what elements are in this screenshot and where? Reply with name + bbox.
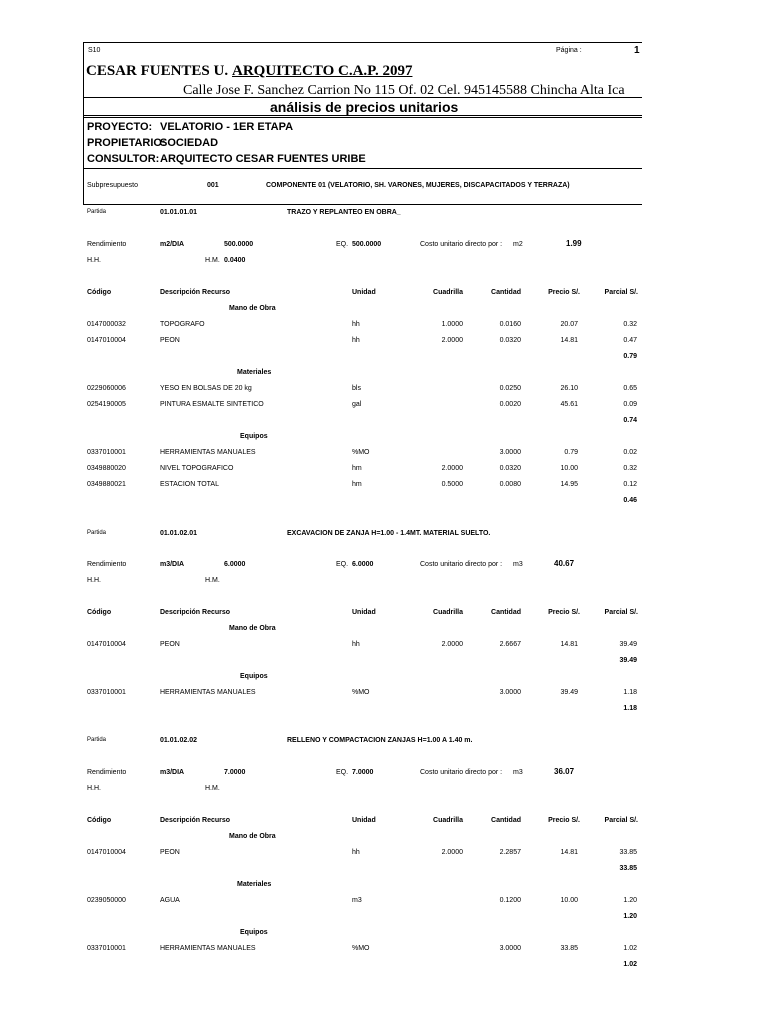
cell-precio: 0.79 [564, 449, 578, 456]
cell-precio: 45.61 [560, 401, 578, 408]
section-equipos: Equipos [240, 433, 268, 440]
section-mano-obra: Mano de Obra [229, 833, 276, 840]
cell-precio: 39.49 [560, 689, 578, 696]
cell-unidad: m3 [352, 897, 362, 904]
cell-parcial: 33.85 [619, 849, 637, 856]
costo-unit: m3 [513, 561, 523, 568]
cell-precio: 14.81 [560, 337, 578, 344]
subpresupuesto-label: Subpresupuesto [87, 182, 138, 189]
col-unidad: Unidad [352, 609, 376, 616]
partida-code: 01.01.01.01 [160, 209, 197, 216]
section-equipos: Equipos [240, 673, 268, 680]
cell-parcial: 0.47 [623, 337, 637, 344]
propietario-label: PROPIETARIO: [87, 137, 166, 149]
cell-cantidad: 0.0080 [499, 481, 521, 488]
hh-label: H.H. [87, 257, 101, 264]
col-unidad: Unidad [352, 817, 376, 824]
hm-label: H.M. [205, 577, 220, 584]
subtotal-equipos: 1.02 [623, 961, 637, 968]
col-codigo: Código [87, 609, 112, 616]
propietario-value: SOCIEDAD [160, 137, 219, 149]
eq-label: EQ. [336, 561, 349, 568]
cell-cantidad: 2.2857 [499, 849, 521, 856]
eq-value: 7.0000 [352, 769, 374, 776]
subtotal-materiales: 1.20 [623, 913, 637, 920]
costo-value: 40.67 [554, 559, 575, 568]
firm-name: CESAR FUENTES U. [86, 63, 229, 79]
rendimiento-unit: m2/DIA [160, 241, 185, 248]
cell-codigo: 0147000032 [87, 321, 126, 328]
partida-desc: EXCAVACION DE ZANJA H=1.00 - 1.4MT. MATERIAL SUELTO. [287, 530, 491, 537]
col-descripcion: Descripción Recurso [160, 817, 231, 824]
consultor-label: CONSULTOR: [87, 153, 160, 165]
cell-cuadrilla: 1.0000 [441, 321, 463, 328]
cell-codigo: 0349880020 [87, 465, 126, 472]
cell-parcial: 0.32 [623, 321, 637, 328]
cell-parcial: 1.18 [623, 689, 637, 696]
firm-address: Calle Jose F. Sanchez Carrion No 115 Of. 02 Cel. 945145588 Chincha Alta Ica [183, 83, 625, 98]
col-cuadrilla: Cuadrilla [433, 289, 463, 296]
subtotal-materiales: 0.74 [623, 417, 637, 424]
cell-cuadrilla: 2.0000 [441, 849, 463, 856]
cell-precio: 33.85 [560, 945, 578, 952]
col-cantidad: Cantidad [491, 609, 521, 616]
cell-cantidad: 0.0320 [499, 337, 521, 344]
section-materiales: Materiales [237, 369, 272, 376]
cell-unidad: gal [352, 401, 362, 408]
cell-cuadrilla: 0.5000 [441, 481, 463, 488]
cell-cantidad: 0.0160 [499, 321, 521, 328]
col-cantidad: Cantidad [491, 289, 521, 296]
col-precio: Precio S/. [548, 817, 580, 824]
col-descripcion: Descripción Recurso [160, 289, 231, 296]
cell-desc: HERRAMIENTAS MANUALES [160, 689, 256, 696]
cell-unidad: hh [352, 321, 360, 328]
cell-parcial: 0.09 [623, 401, 637, 408]
cell-desc: PINTURA ESMALTE SINTETICO [160, 401, 264, 408]
cell-cantidad: 2.6667 [499, 641, 521, 648]
cell-cuadrilla: 2.0000 [441, 465, 463, 472]
cell-parcial: 0.32 [623, 465, 637, 472]
proyecto-label: PROYECTO: [87, 121, 153, 133]
col-precio: Precio S/. [548, 289, 580, 296]
subtotal-mano-obra: 0.79 [623, 353, 637, 360]
col-codigo: Código [87, 817, 112, 824]
col-precio: Precio S/. [548, 609, 580, 616]
eq-value: 500.0000 [352, 241, 382, 248]
cell-unidad: %MO [352, 689, 370, 696]
cell-codigo: 0147010004 [87, 849, 126, 856]
cell-codigo: 0229060006 [87, 385, 126, 392]
cell-codigo: 0239050000 [87, 897, 126, 904]
table-row [0, 945, 768, 955]
rendimiento-unit: m3/DIA [160, 769, 185, 776]
rendimiento-label: Rendimiento [87, 241, 127, 248]
partida-code: 01.01.02.02 [160, 737, 197, 744]
col-codigo: Código [87, 289, 112, 296]
cell-parcial: 0.65 [623, 385, 637, 392]
rendimiento-value: 500.0000 [224, 241, 254, 248]
subtotal-mano-obra: 33.85 [619, 865, 637, 872]
rendimiento-label: Rendimiento [87, 561, 127, 568]
rendimiento-label: Rendimiento [87, 769, 127, 776]
cell-cantidad: 3.0000 [499, 945, 521, 952]
rendimiento-value: 6.0000 [224, 561, 246, 568]
hh-label: H.H. [87, 577, 101, 584]
costo-label: Costo unitario directo por : [420, 241, 503, 248]
partida-label: Partida [87, 209, 107, 215]
cell-desc: PEON [160, 337, 180, 344]
partida-label: Partida [87, 530, 107, 536]
col-parcial: Parcial S/. [604, 817, 638, 824]
partida-desc: TRAZO Y REPLANTEO EN OBRA_ [287, 209, 401, 216]
cell-unidad: hh [352, 337, 360, 344]
subpresupuesto-desc: COMPONENTE 01 (VELATORIO, SH. VARONES, MUJERES, DISCAPACITADOS Y TERRAZA) [266, 182, 570, 189]
page-number: 1 [634, 45, 640, 56]
col-descripcion: Descripción Recurso [160, 609, 231, 616]
cell-unidad: hm [352, 465, 362, 472]
cell-precio: 14.95 [560, 481, 578, 488]
cell-desc: TOPOGRAFO [160, 321, 205, 328]
hm-label: H.M. [205, 257, 220, 264]
costo-value: 1.99 [566, 239, 582, 248]
costo-label: Costo unitario directo por : [420, 561, 503, 568]
partida-label: Partida [87, 737, 107, 743]
rendimiento-unit: m3/DIA [160, 561, 185, 568]
col-cantidad: Cantidad [491, 817, 521, 824]
cell-unidad: hh [352, 641, 360, 648]
cell-codigo: 0349880021 [87, 481, 126, 488]
cell-codigo: 0147010004 [87, 337, 126, 344]
cell-unidad: hm [352, 481, 362, 488]
partida-desc: RELLENO Y COMPACTACION ZANJAS H=1.00 A 1.40 m. [287, 737, 473, 744]
proyecto-value: VELATORIO - 1ER ETAPA [160, 121, 294, 133]
hh-label: H.H. [87, 785, 101, 792]
col-parcial: Parcial S/. [604, 609, 638, 616]
cell-unidad: %MO [352, 449, 370, 456]
cell-cantidad: 3.0000 [499, 449, 521, 456]
cell-cuadrilla: 2.0000 [441, 641, 463, 648]
cell-desc: ESTACION TOTAL [160, 481, 219, 488]
col-cuadrilla: Cuadrilla [433, 817, 463, 824]
eq-label: EQ. [336, 769, 349, 776]
partida-code: 01.01.02.01 [160, 530, 197, 537]
cell-codigo: 0337010001 [87, 449, 126, 456]
cell-codigo: 0337010001 [87, 689, 126, 696]
cell-unidad: hh [352, 849, 360, 856]
cell-precio: 20.07 [560, 321, 578, 328]
cell-cantidad: 0.0250 [499, 385, 521, 392]
cell-unidad: bls [352, 385, 361, 392]
costo-value: 36.07 [554, 767, 575, 776]
subtotal-equipos: 1.18 [623, 705, 637, 712]
consultor-value: ARQUITECTO CESAR FUENTES URIBE [160, 153, 366, 165]
page-label: Página : [556, 47, 582, 54]
cell-desc: HERRAMIENTAS MANUALES [160, 945, 256, 952]
cell-precio: 10.00 [560, 465, 578, 472]
section-mano-obra: Mano de Obra [229, 305, 276, 312]
cell-precio: 14.81 [560, 849, 578, 856]
subtotal-mano-obra: 39.49 [619, 657, 637, 664]
cell-cantidad: 3.0000 [499, 689, 521, 696]
section-materiales: Materiales [237, 881, 272, 888]
firm-title: ARQUITECTO C.A.P. 2097 [232, 63, 413, 79]
rendimiento-value: 7.0000 [224, 769, 246, 776]
eq-label: EQ. [336, 241, 349, 248]
col-cuadrilla: Cuadrilla [433, 609, 463, 616]
cell-codigo: 0254190005 [87, 401, 126, 408]
section-equipos: Equipos [240, 929, 268, 936]
cell-desc: PEON [160, 849, 180, 856]
subtotal-equipos: 0.46 [623, 497, 637, 504]
hm-label: H.M. [205, 785, 220, 792]
cell-codigo: 0147010004 [87, 641, 126, 648]
cell-desc: PEON [160, 641, 180, 648]
report-code: S10 [88, 47, 101, 54]
costo-unit: m3 [513, 769, 523, 776]
hm-value: 0.0400 [224, 257, 246, 264]
table-row [0, 897, 768, 907]
cell-cantidad: 0.0020 [499, 401, 521, 408]
cell-desc: AGUA [160, 897, 180, 904]
col-unidad: Unidad [352, 289, 376, 296]
cell-cuadrilla: 2.0000 [441, 337, 463, 344]
cell-precio: 26.10 [560, 385, 578, 392]
cell-parcial: 1.20 [623, 897, 637, 904]
costo-unit: m2 [513, 241, 523, 248]
cell-precio: 10.00 [560, 897, 578, 904]
cell-precio: 14.81 [560, 641, 578, 648]
cell-cantidad: 0.1200 [499, 897, 521, 904]
table-row [0, 849, 768, 859]
cell-cantidad: 0.0320 [499, 465, 521, 472]
eq-value: 6.0000 [352, 561, 374, 568]
costo-label: Costo unitario directo por : [420, 769, 503, 776]
cell-desc: NIVEL TOPOGRAFICO [160, 465, 234, 472]
cell-parcial: 0.12 [623, 481, 637, 488]
cell-codigo: 0337010001 [87, 945, 126, 952]
cell-parcial: 0.02 [623, 449, 637, 456]
cell-desc: YESO EN BOLSAS DE 20 kg [160, 385, 252, 392]
cell-parcial: 1.02 [623, 945, 637, 952]
cell-parcial: 39.49 [619, 641, 637, 648]
cell-unidad: %MO [352, 945, 370, 952]
col-parcial: Parcial S/. [604, 289, 638, 296]
subpresupuesto-code: 001 [207, 182, 219, 189]
section-mano-obra: Mano de Obra [229, 625, 276, 632]
document-title: análisis de precios unitarios [270, 99, 459, 115]
cell-desc: HERRAMIENTAS MANUALES [160, 449, 256, 456]
